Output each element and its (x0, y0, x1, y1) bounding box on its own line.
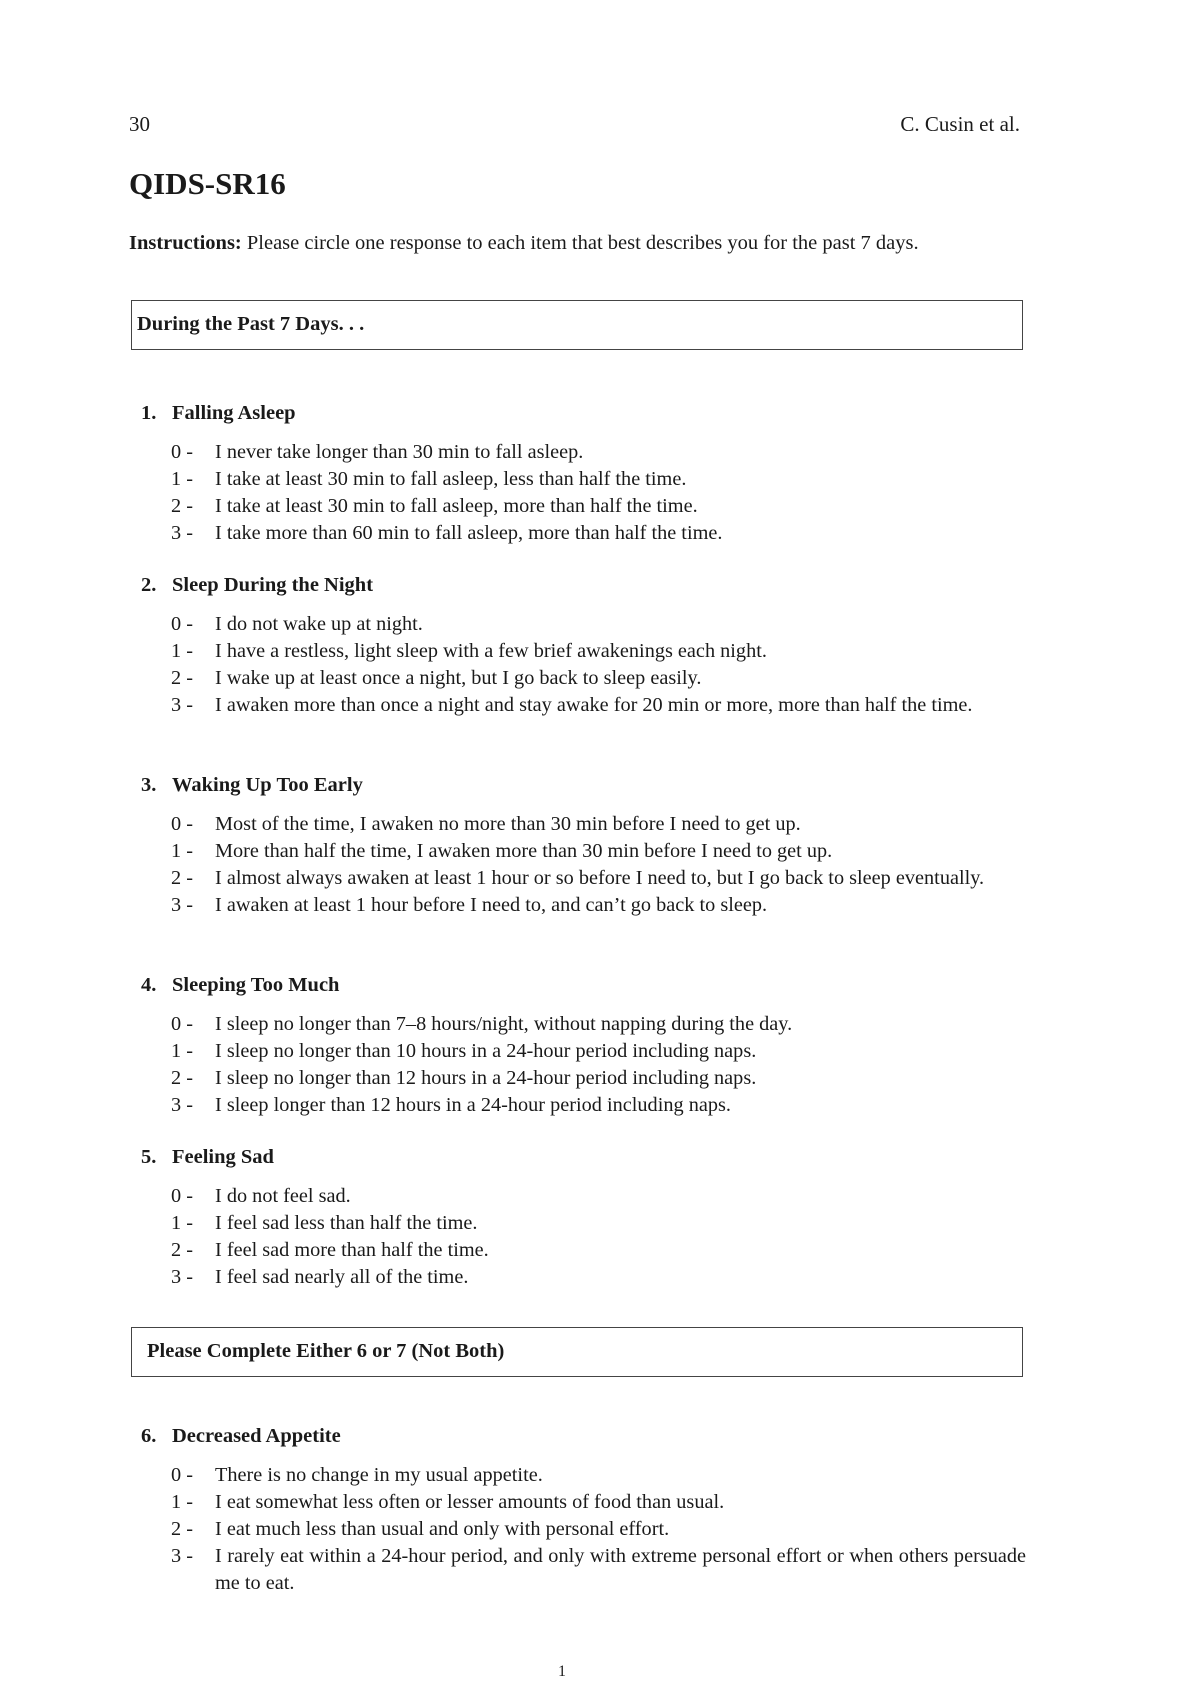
option-score: 2 - (171, 1239, 193, 1261)
response-option[interactable] (141, 520, 1026, 547)
option-score: 0 - (171, 813, 193, 835)
question-2 (141, 572, 1026, 719)
option-text: I have a restless, light sleep with a few brief awakenings each night. (215, 640, 767, 662)
instructions (129, 232, 1029, 255)
page-number: 30 (129, 112, 150, 136)
question-4 (141, 972, 1026, 1119)
option-text: I never take longer than 30 min to fall asleep. (215, 441, 584, 463)
response-option[interactable] (141, 493, 1026, 520)
response-option[interactable] (141, 1011, 1026, 1038)
question-title: Feeling Sad (172, 1146, 274, 1168)
instructions-text: Please circle one response to each item that best describes you for the past 7 days. (246, 232, 919, 254)
response-option[interactable] (141, 1264, 1026, 1291)
response-option[interactable] (141, 665, 1026, 692)
option-text: I almost always awaken at least 1 hour or so before I need to, but I go back to sleep eventually. (215, 867, 985, 889)
option-text: I take more than 60 min to fall asleep, more than half the time. (215, 522, 723, 544)
option-score: 0 - (171, 1185, 193, 1207)
question-number: 5. (141, 1146, 157, 1168)
response-option[interactable] (141, 1092, 1026, 1119)
option-score: 0 - (171, 1013, 193, 1035)
option-score: 2 - (171, 1067, 193, 1089)
response-option[interactable] (141, 838, 1026, 865)
option-text: I take at least 30 min to fall asleep, less than half the time. (215, 468, 687, 490)
option-score: 0 - (171, 613, 193, 635)
option-text: I awaken at least 1 hour before I need to, and can’t go back to sleep. (215, 894, 768, 916)
option-text: I feel sad nearly all of the time. (215, 1266, 469, 1288)
response-option[interactable] (141, 611, 1026, 638)
option-text: More than half the time, I awaken more than 30 min before I need to get up. (215, 840, 833, 862)
instructions-label: Instructions: (129, 232, 242, 254)
response-option[interactable] (141, 466, 1026, 493)
response-option[interactable] (141, 692, 1026, 719)
section-box-label: Please Complete Either 6 or 7 (Not Both) (147, 1340, 505, 1362)
option-text: I do not wake up at night. (215, 613, 423, 635)
response-option[interactable] (141, 638, 1026, 665)
option-text: I rarely eat within a 24-hour period, and only with extreme personal effort or when others persuade me to eat. (215, 1545, 1026, 1594)
option-text: There is no change in my usual appetite. (215, 1464, 543, 1486)
question-title: Falling Asleep (172, 402, 296, 424)
question-heading (141, 1423, 1026, 1450)
running-author: C. Cusin et al. (900, 112, 1020, 136)
option-text: I eat somewhat less often or lesser amounts of food than usual. (215, 1491, 725, 1513)
question-6 (141, 1423, 1026, 1597)
option-text: I eat much less than usual and only with personal effort. (215, 1518, 670, 1540)
question-number: 4. (141, 974, 157, 996)
option-score: 3 - (171, 1545, 193, 1567)
question-title: Decreased Appetite (172, 1425, 341, 1447)
footer-mark: 1 (558, 1663, 566, 1680)
option-score: 3 - (171, 694, 193, 716)
response-option[interactable] (141, 1038, 1026, 1065)
question-1 (141, 400, 1026, 547)
option-score: 3 - (171, 522, 193, 544)
question-heading (141, 572, 1026, 599)
option-score: 1 - (171, 840, 193, 862)
question-title: Waking Up Too Early (172, 774, 363, 796)
option-text: I feel sad more than half the time. (215, 1239, 489, 1261)
response-option[interactable] (141, 1489, 1026, 1516)
response-option[interactable] (141, 892, 1026, 919)
option-score: 3 - (171, 1266, 193, 1288)
option-score: 2 - (171, 495, 193, 517)
option-text: I do not feel sad. (215, 1185, 351, 1207)
option-text: I awaken more than once a night and stay awake for 20 min or more, more than half the time. (215, 694, 973, 716)
question-number: 1. (141, 402, 157, 424)
response-option[interactable] (141, 1462, 1026, 1489)
option-score: 1 - (171, 1040, 193, 1062)
option-text: Most of the time, I awaken no more than 30 min before I need to get up. (215, 813, 801, 835)
question-title: Sleeping Too Much (172, 974, 340, 996)
option-score: 1 - (171, 468, 193, 490)
option-score: 0 - (171, 441, 193, 463)
option-score: 3 - (171, 894, 193, 916)
response-option[interactable] (141, 1516, 1026, 1543)
question-title: Sleep During the Night (172, 574, 374, 596)
option-score: 0 - (171, 1464, 193, 1486)
question-number: 3. (141, 774, 157, 796)
option-score: 2 - (171, 1518, 193, 1540)
question-heading (141, 772, 1026, 799)
response-option[interactable] (141, 439, 1026, 466)
option-score: 2 - (171, 867, 193, 889)
response-option[interactable] (141, 1065, 1026, 1092)
response-option[interactable] (141, 1237, 1026, 1264)
question-3 (141, 772, 1026, 919)
response-option[interactable] (141, 865, 1026, 892)
question-heading (141, 1144, 1026, 1171)
option-score: 1 - (171, 640, 193, 662)
question-number: 6. (141, 1425, 157, 1447)
response-option[interactable] (141, 1210, 1026, 1237)
question-heading (141, 972, 1026, 999)
question-5 (141, 1144, 1026, 1291)
option-text: I feel sad less than half the time. (215, 1212, 478, 1234)
option-score: 1 - (171, 1212, 193, 1234)
running-header (129, 112, 1020, 140)
option-text: I take at least 30 min to fall asleep, more than half the time. (215, 495, 698, 517)
section-box-label: During the Past 7 Days. . . (137, 313, 365, 335)
question-number: 2. (141, 574, 157, 596)
option-text: I sleep no longer than 12 hours in a 24-hour period including naps. (215, 1067, 757, 1089)
section-box-either-6-or-7 (131, 1327, 1023, 1377)
option-text: I wake up at least once a night, but I go back to sleep easily. (215, 667, 702, 689)
option-score: 3 - (171, 1094, 193, 1116)
option-text: I sleep longer than 12 hours in a 24-hour period including naps. (215, 1094, 731, 1116)
response-option[interactable] (141, 1183, 1026, 1210)
option-text: I sleep no longer than 10 hours in a 24-hour period including naps. (215, 1040, 757, 1062)
response-option[interactable] (141, 1543, 1026, 1597)
option-text: I sleep no longer than 7–8 hours/night, without napping during the day. (215, 1013, 793, 1035)
question-heading (141, 400, 1026, 427)
page-title: QIDS-SR16 (129, 166, 286, 201)
option-score: 2 - (171, 667, 193, 689)
option-score: 1 - (171, 1491, 193, 1513)
response-option[interactable] (141, 811, 1026, 838)
section-box-past-7-days (131, 300, 1023, 350)
